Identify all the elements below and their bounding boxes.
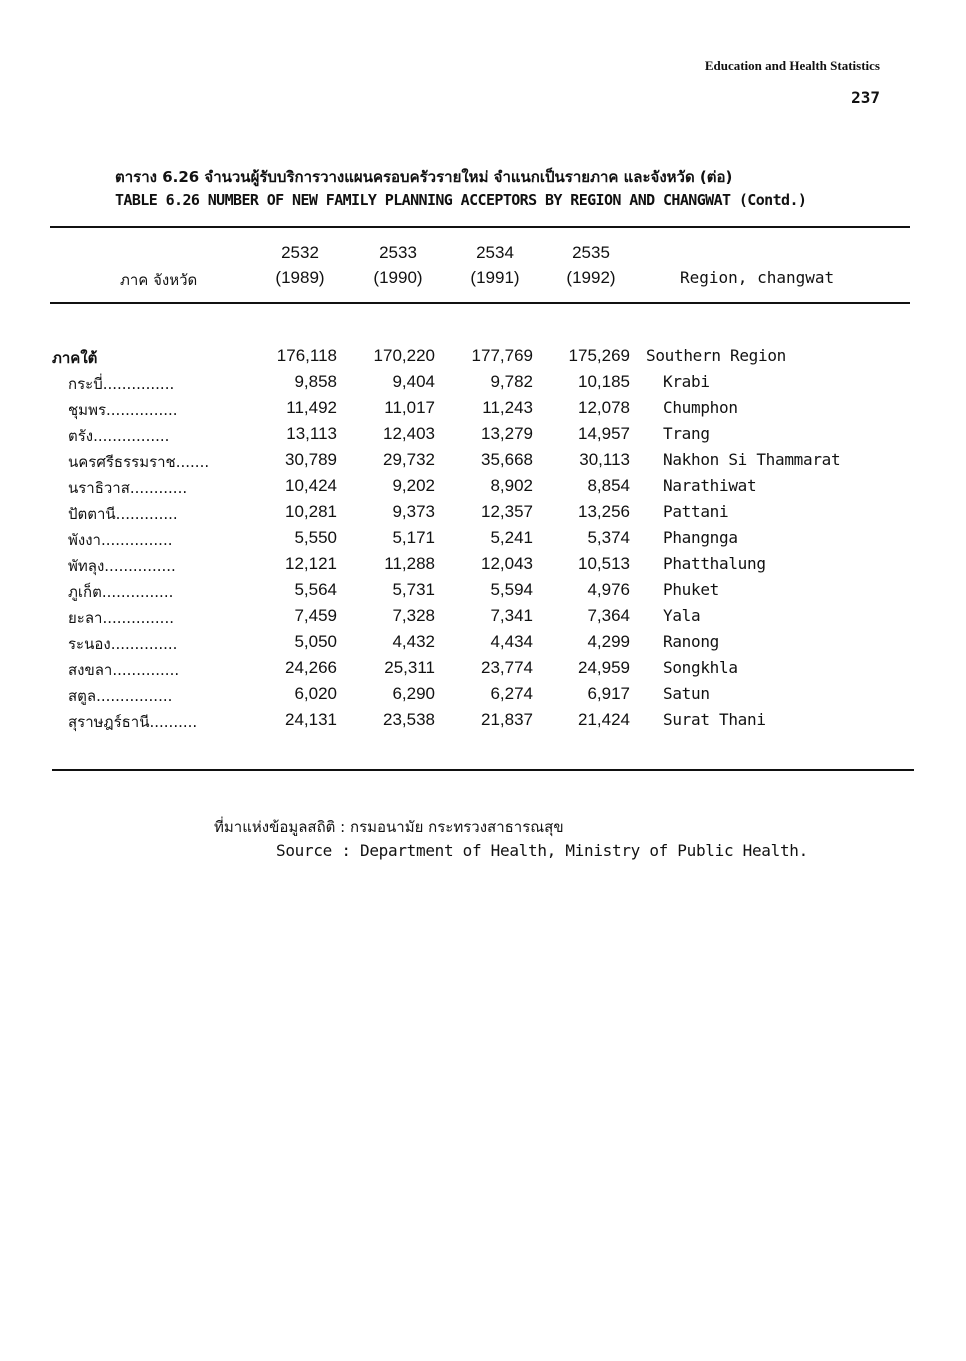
value-1991: 12,357 — [481, 502, 533, 521]
value-1989: 24,266 — [285, 658, 337, 677]
table-row — [0, 500, 966, 526]
value-1992: 5,374 — [587, 528, 630, 547]
value-1990: 12,403 — [383, 424, 435, 443]
value-1991: 12,043 — [481, 554, 533, 573]
value-1992: 30,113 — [579, 450, 630, 469]
value-1992: 175,269 — [568, 346, 630, 365]
value-1990: 170,220 — [373, 346, 435, 365]
row-label-english: Chumphon — [663, 398, 738, 417]
row-label-english: Pattani — [663, 502, 729, 521]
value-1991: 6,274 — [490, 684, 533, 703]
row-label-thai: ยะลา............... — [68, 609, 174, 627]
value-1990: 9,373 — [392, 502, 435, 521]
right-column-header: Region, changwat — [680, 268, 835, 287]
value-1991: 7,341 — [490, 606, 533, 625]
table-row — [0, 526, 966, 552]
table-row — [0, 448, 966, 474]
value-1989: 176,118 — [276, 346, 337, 365]
value-1991: 11,243 — [482, 398, 533, 417]
row-label-english: Yala — [663, 606, 701, 625]
page-number: 237 — [851, 88, 880, 107]
value-1989: 7,459 — [294, 606, 337, 625]
table-row — [0, 630, 966, 656]
column-header-ad: (1990) — [373, 268, 423, 287]
value-1989: 11,492 — [286, 398, 337, 417]
value-1989: 10,281 — [285, 502, 337, 521]
column-header-1992 — [551, 240, 631, 290]
value-1991: 13,279 — [481, 424, 533, 443]
value-1990: 7,328 — [392, 606, 435, 625]
bottom-rule — [52, 769, 914, 771]
row-label-english: Surat Thani — [663, 710, 766, 729]
table-row — [0, 396, 966, 422]
row-label-thai: กระบี่............... — [68, 375, 175, 393]
value-1991: 21,837 — [481, 710, 533, 729]
row-label-english: Phangnga — [663, 528, 738, 547]
value-1992: 21,424 — [578, 710, 630, 729]
value-1990: 9,202 — [392, 476, 435, 495]
row-label-thai: สตูล................ — [68, 687, 173, 705]
value-1989: 5,550 — [294, 528, 337, 547]
column-header-1989 — [260, 240, 340, 290]
table-title-thai: ตาราง 6.26 จำนวนผู้รับบริการวางแผนครอบครัวรายใหม่ จำแนกเป็นรายภาค และจังหวัด (ต่อ) — [115, 168, 733, 186]
value-1989: 24,131 — [285, 710, 337, 729]
header-rule — [50, 302, 910, 304]
row-label-english: Ranong — [663, 632, 719, 651]
value-1991: 177,769 — [471, 346, 533, 365]
value-1992: 12,078 — [578, 398, 630, 417]
row-label-thai: ระนอง.............. — [68, 635, 178, 653]
table-row — [0, 474, 966, 500]
row-label-thai: นราธิวาส............ — [68, 479, 188, 497]
value-1992: 24,959 — [578, 658, 630, 677]
table-row — [0, 682, 966, 708]
left-column-header: ภาค จังหวัด — [120, 271, 198, 289]
value-1992: 13,256 — [578, 502, 630, 521]
value-1991: 23,774 — [481, 658, 533, 677]
value-1991: 5,241 — [490, 528, 533, 547]
running-header: Education and Health Statistics — [704, 58, 880, 73]
value-1992: 14,957 — [578, 424, 630, 443]
column-header-1991 — [455, 240, 535, 290]
row-label-thai: ตรัง................ — [68, 427, 170, 445]
row-label-thai: นครศรีธรรมราช....... — [68, 453, 210, 471]
value-1989: 5,564 — [294, 580, 337, 599]
table-row — [0, 604, 966, 630]
value-1990: 4,432 — [392, 632, 435, 651]
value-1989: 10,424 — [285, 476, 337, 495]
value-1989: 13,113 — [286, 424, 337, 443]
row-label-thai: ชุมพร............... — [68, 401, 178, 419]
row-label-english: Southern Region — [646, 346, 786, 365]
table-title-english: TABLE 6.26 NUMBER OF NEW FAMILY PLANNING ACCEPTORS BY REGION AND CHANGWAT (Contd.) — [115, 191, 807, 209]
value-1992: 4,976 — [587, 580, 630, 599]
value-1991: 9,782 — [490, 372, 533, 391]
value-1992: 4,299 — [587, 632, 630, 651]
row-label-english: Phuket — [663, 580, 719, 599]
value-1990: 6,290 — [392, 684, 435, 703]
table-row — [0, 422, 966, 448]
row-label-english: Songkhla — [663, 658, 738, 677]
value-1990: 29,732 — [383, 450, 435, 469]
row-label-thai: ภาคใต้ — [52, 349, 98, 367]
table-row — [0, 708, 966, 734]
value-1989: 30,789 — [285, 450, 337, 469]
row-label-thai: ภูเก็ต............... — [68, 583, 174, 601]
row-label-english: Narathiwat — [663, 476, 757, 495]
value-1990: 5,731 — [392, 580, 435, 599]
column-header-be: 2535 — [572, 243, 610, 262]
row-label-thai: พัทลุง............... — [68, 557, 176, 575]
value-1989: 6,020 — [294, 684, 337, 703]
value-1992: 8,854 — [587, 476, 630, 495]
table-row — [0, 656, 966, 682]
row-label-thai: สุราษฎร์ธานี.......... — [68, 713, 198, 731]
row-label-english: Nakhon Si Thammarat — [663, 450, 841, 469]
value-1992: 6,917 — [587, 684, 630, 703]
top-rule — [50, 226, 910, 228]
value-1992: 10,185 — [578, 372, 630, 391]
value-1990: 23,538 — [383, 710, 435, 729]
row-label-english: Krabi — [663, 372, 710, 391]
column-header-be: 2533 — [379, 243, 417, 262]
row-label-thai: สงขลา.............. — [68, 661, 180, 679]
source-english: Source : Department of Health, Ministry of Public Health. — [276, 841, 808, 860]
column-header-be: 2534 — [476, 243, 514, 262]
source-thai: ที่มาแห่งข้อมูลสถิติ : กรมอนามัย กระทรวงสาธารณสุข — [214, 818, 564, 836]
value-1990: 25,311 — [384, 658, 435, 677]
value-1990: 9,404 — [392, 372, 435, 391]
column-header-ad: (1992) — [566, 268, 616, 287]
column-header-ad: (1989) — [275, 268, 325, 287]
column-header-ad: (1991) — [470, 268, 520, 287]
row-label-english: Satun — [663, 684, 710, 703]
value-1989: 5,050 — [294, 632, 337, 651]
value-1990: 11,017 — [384, 398, 435, 417]
table-row — [0, 578, 966, 604]
column-header-be: 2532 — [281, 243, 319, 262]
value-1991: 8,902 — [490, 476, 533, 495]
value-1989: 12,121 — [285, 554, 337, 573]
row-label-english: Trang — [663, 424, 710, 443]
row-label-thai: ปัตตานี............. — [68, 505, 178, 523]
value-1991: 4,434 — [490, 632, 533, 651]
column-header-1990 — [358, 240, 438, 290]
value-1991: 35,668 — [481, 450, 533, 469]
value-1989: 9,858 — [294, 372, 337, 391]
table-row — [0, 552, 966, 578]
row-label-english: Phatthalung — [663, 554, 766, 573]
value-1991: 5,594 — [490, 580, 533, 599]
table-row — [0, 344, 966, 370]
value-1992: 7,364 — [587, 606, 630, 625]
table-row — [0, 370, 966, 396]
value-1990: 5,171 — [392, 528, 435, 547]
value-1992: 10,513 — [578, 554, 630, 573]
row-label-thai: พังงา............... — [68, 531, 173, 549]
value-1990: 11,288 — [384, 554, 435, 573]
